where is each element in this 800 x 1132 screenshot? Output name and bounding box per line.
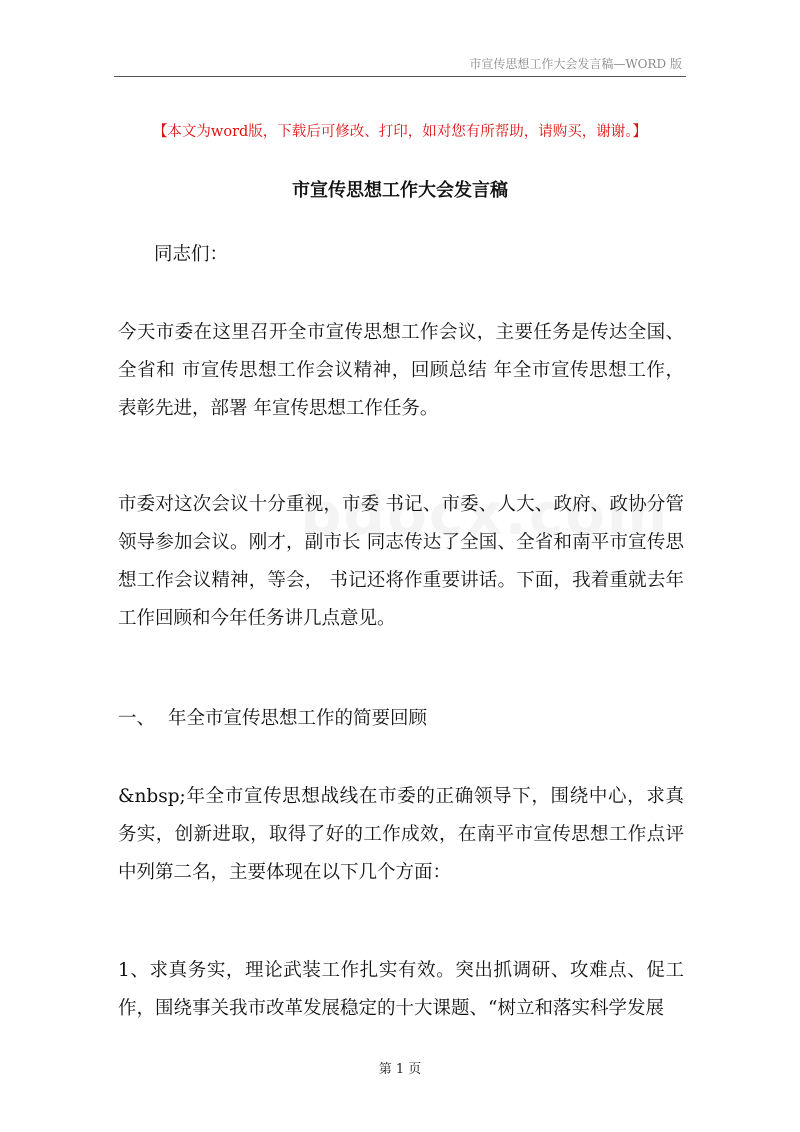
greeting: 同志们： bbox=[154, 244, 229, 265]
paragraph-3: &nbsp;年全市宣传思想战线在市委的正确领导下，围绕中心，求真务实，创新进取，取得了好的工作成效，在南平市宣传思想工作点评中列第二名，主要体现在以下几个方面： bbox=[118, 786, 684, 883]
paragraph-2: 市委对这次会议十分重视，市委 书记、市委、人大、政府、政协分管领导参加会议。刚才，副市长 同志传达了全国、全省和南平市宣传思想工作会议精神，等会， 书记还将作重要讲话。下面，我着重就去年工作回顾和今年任务讲几点意见。 bbox=[118, 494, 684, 629]
section-number: 一、 bbox=[118, 708, 156, 729]
purchase-notice: 【本文为word版，下载后可修改、打印，如对您有所帮助，请购买，谢谢。】 bbox=[152, 124, 648, 140]
section-title: 年全市宣传思想工作的简要回顾 bbox=[168, 708, 428, 729]
paragraph-4: 1、求真务实，理论武装工作扎实有效。突出抓调研、攻难点、促工作，围绕事关我市改革发展稳定的十大课题、“树立和落实科学发展 bbox=[118, 960, 684, 1019]
paragraph-1: 今天市委在这里召开全市宣传思想工作会议，主要任务是传达全国、全省和 市宣传思想工作会议精神，回顾总结 年全市宣传思想工作，表彰先进，部署 年宣传思想工作任务。 bbox=[118, 322, 684, 419]
section-heading-1 bbox=[118, 700, 684, 738]
document-title: 市宣传思想工作大会发言稿 bbox=[292, 180, 508, 201]
header-rule bbox=[114, 76, 686, 77]
page-header: 市宣传思想工作大会发言稿—WORD 版 bbox=[469, 57, 682, 71]
page-number: 第 1 页 bbox=[378, 1062, 422, 1077]
